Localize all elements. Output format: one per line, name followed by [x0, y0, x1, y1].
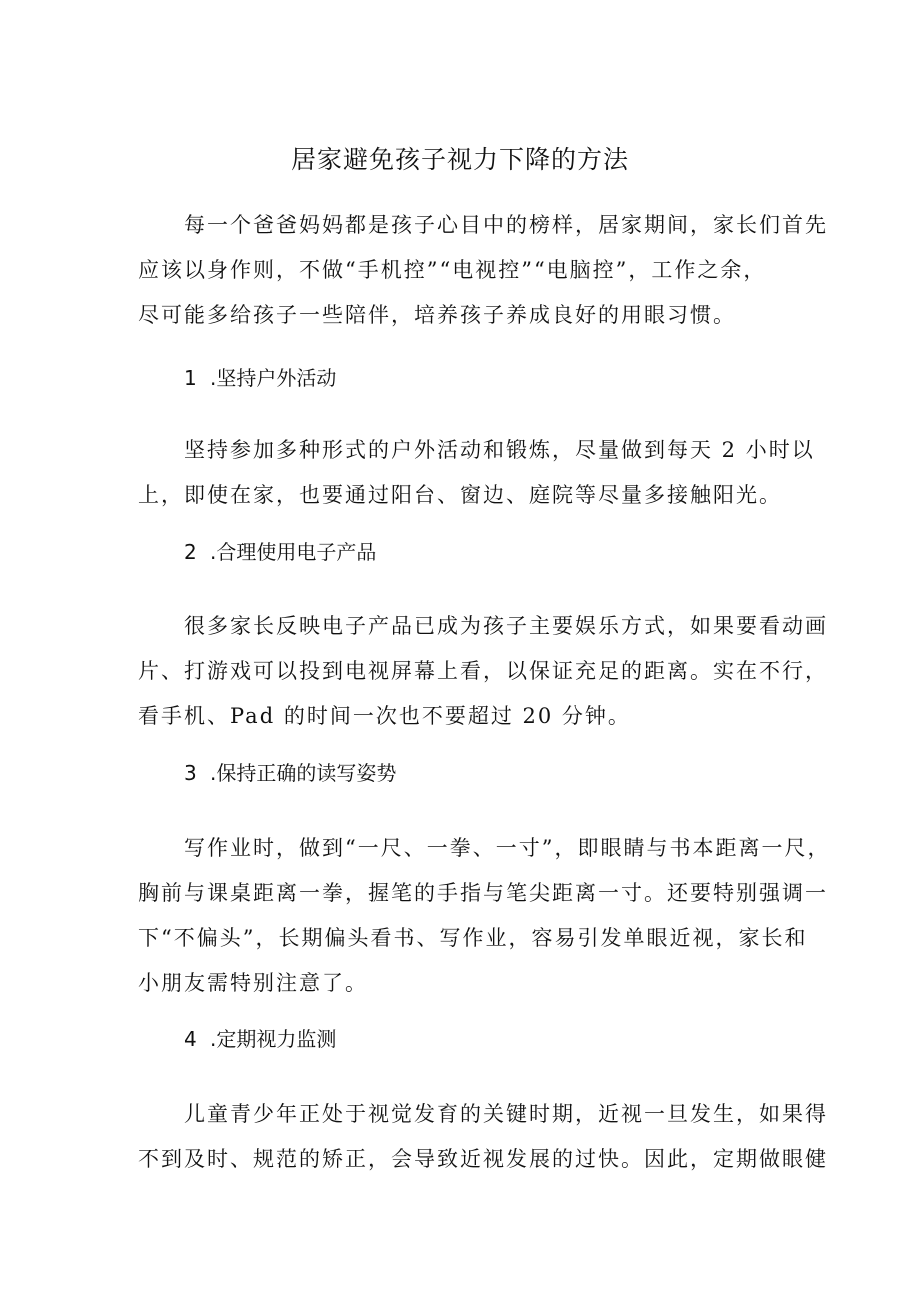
section-heading-4: [184, 1024, 336, 1054]
section-heading-2: [184, 537, 376, 567]
paragraph-line: 每一个爸爸妈妈都是孩子心目中的榜样，居家期间，家长们首先: [184, 213, 828, 237]
paragraph-line: 下“不偏头”，长期偏头看书、写作业，容易引发单眼近视，家长和: [138, 926, 808, 950]
section-4-paragraph: [138, 1092, 828, 1182]
paragraph-line: 应该以身作则，不做“手机控”“电视控”“电脑控”，工作之余，: [138, 258, 767, 282]
paragraph-line: 片、打游戏可以投到电视屏幕上看，以保证充足的距离。实在不行，: [138, 659, 828, 683]
paragraph-line: 胸前与课桌距离一拳，握笔的手指与笔尖距离一寸。还要特别强调一: [138, 881, 828, 905]
paragraph-line: 不到及时、规范的矫正，会导致近视发展的过快。因此，定期做眼健: [138, 1147, 828, 1171]
paragraph-line: 坚持参加多种形式的户外活动和锻炼，尽量做到每天 2 小时以: [184, 438, 815, 462]
paragraph-line: 儿童青少年正处于视觉发育的关键时期，近视一旦发生，如果得: [184, 1102, 828, 1126]
section-number: 1: [184, 366, 197, 390]
section-number: 3: [184, 761, 197, 785]
document-title: 居家避免孩子视力下降的方法: [290, 145, 629, 174]
paragraph-line: 小朋友需特别注意了。: [138, 971, 368, 995]
paragraph-line: 看手机、Pad 的时间一次也不要超过 20 分钟。: [138, 704, 631, 728]
paragraph-line: 很多家长反映电子产品已成为孩子主要娱乐方式，如果要看动画: [184, 614, 828, 638]
section-heading-text: .定期视力监测: [210, 1027, 337, 1051]
paragraph-line: 写作业时，做到“一尺、一拳、一寸”，即眼睛与书本距离一尺，: [184, 836, 831, 860]
section-heading-text: .保持正确的读写姿势: [210, 761, 397, 785]
section-heading-3: [184, 758, 396, 788]
section-heading-text: .合理使用电子产品: [210, 540, 377, 564]
section-number: 4: [184, 1027, 197, 1051]
paragraph-line: 尽可能多给孩子一些陪伴，培养孩子养成良好的用眼习惯。: [138, 303, 736, 327]
section-heading-text: .坚持户外活动: [210, 366, 337, 390]
paragraph-line: 上，即使在家，也要通过阳台、窗边、庭院等尽量多接触阳光。: [138, 483, 782, 507]
section-1-paragraph: [138, 428, 815, 518]
section-2-paragraph: [138, 604, 828, 739]
section-3-paragraph: [138, 826, 831, 1006]
section-number: 2: [184, 540, 197, 564]
section-heading-1: [184, 363, 336, 393]
intro-paragraph: [138, 203, 828, 338]
